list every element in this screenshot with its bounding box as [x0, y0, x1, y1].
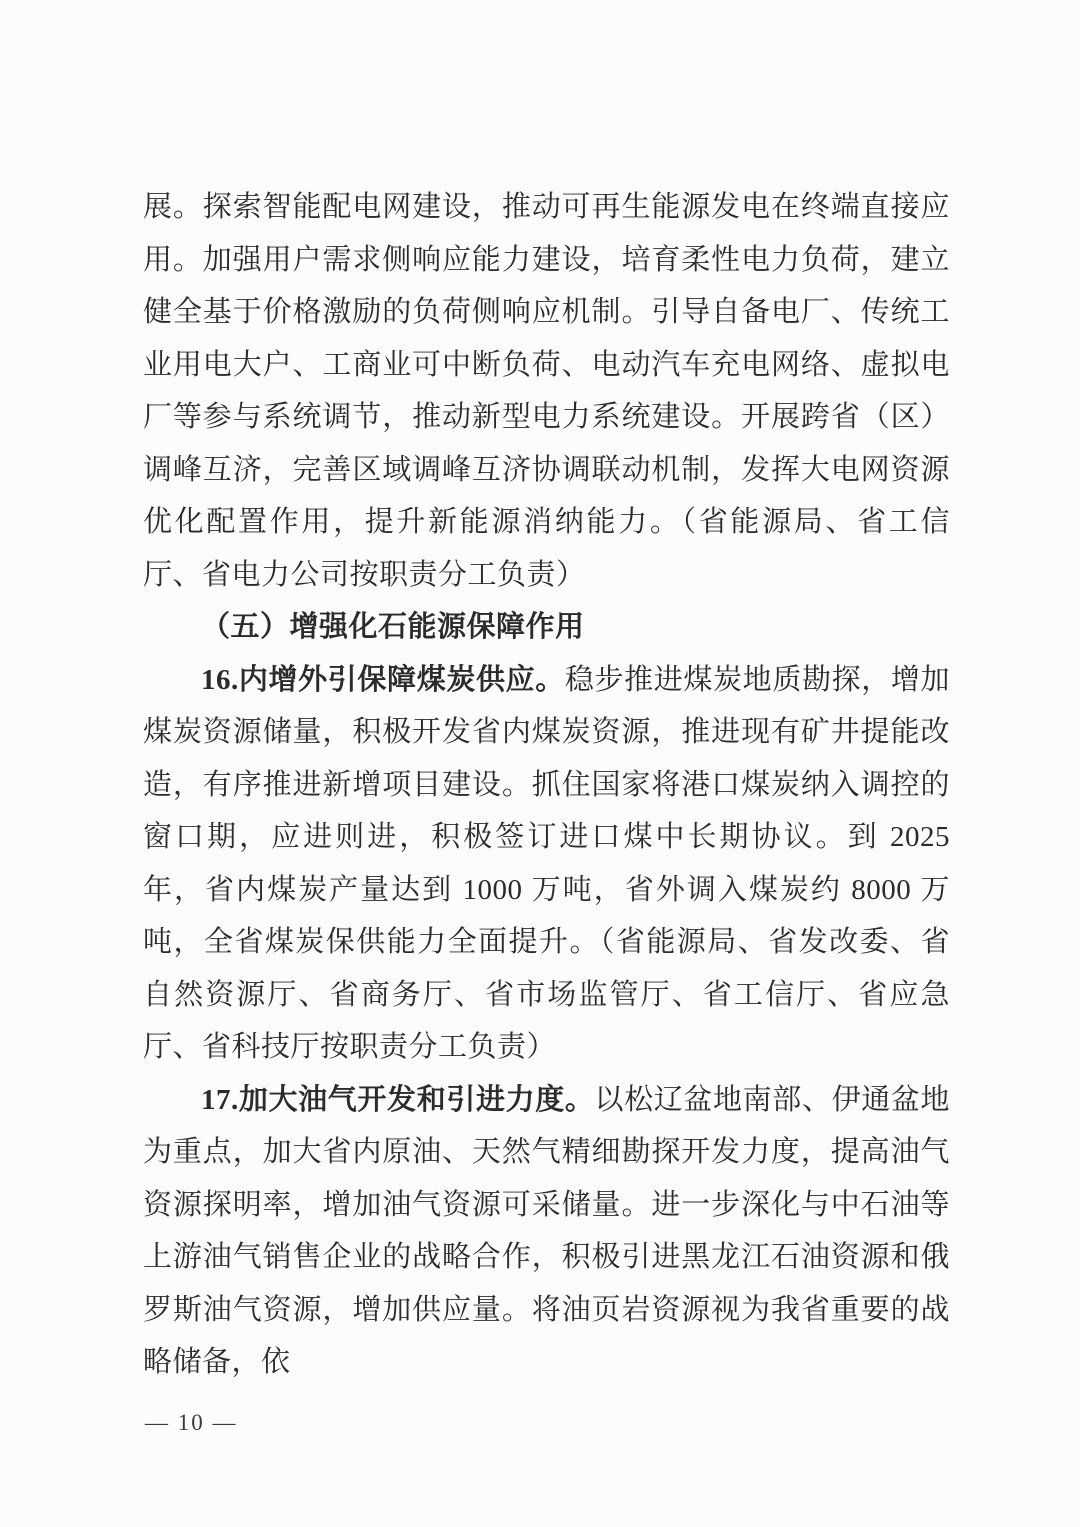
- document-body: [143, 181, 950, 1389]
- item-17-text: 以松辽盆地南部、伊通盆地为重点，加大省内原油、天然气精细勘探开发力度，提高油气资源探明率，增加油气资源可采储量。进一步深化与中石油等上游油气销售企业的战略合作，积极引进黑龙江石油资源和俄罗斯油气资源，增加供应量。将油页岩资源视为我省重要的战略储备，依: [143, 1083, 950, 1378]
- paragraph-continuation: 展。探索智能配电网建设，推动可再生能源发电在终端直接应用。加强用户需求侧响应能力建设，培育柔性电力负荷，建立健全基于价格激励的负荷侧响应机制。引导自备电厂、传统工业用电大户、工商业可中断负荷、电动汽车充电网络、虚拟电厂等参与系统调节，推动新型电力系统建设。开展跨省（区）调峰互济，完善区域调峰互济协调联动机制，发挥大电网资源优化配置作用，提升新能源消纳能力。（省能源局、省工信厅、省电力公司按职责分工负责）: [143, 191, 950, 591]
- item-17-title: 17.加大油气开发和引进力度。: [201, 1083, 595, 1116]
- page-number: — 10 —: [145, 1410, 238, 1435]
- paragraph-item-16: [143, 654, 950, 1074]
- section-heading: （五）增强化石能源保障作用: [201, 611, 585, 643]
- page-footer: [145, 1408, 238, 1438]
- paragraph-item-17: [143, 1074, 950, 1389]
- item-16-text: 稳步推进煤炭地质勘探，增加煤炭资源储量，积极开发省内煤炭资源，推进现有矿井提能改造，有序推进新增项目建设。抓住国家将港口煤炭纳入调控的窗口期，应进则进，积极签订进口煤中长期协议。到 2025 年，省内煤炭产量达到 1000 万吨，省外调入煤炭约 8000 万吨，全省煤炭保供能力全面提升。（省能源局、省发改委、省自然资源厅、省商务厅、省市场监管厅、省工信厅、省应急厅、省科技厅按职责分工负责）: [143, 663, 950, 1063]
- item-16-title: 16.内增外引保障煤炭供应。: [201, 663, 565, 696]
